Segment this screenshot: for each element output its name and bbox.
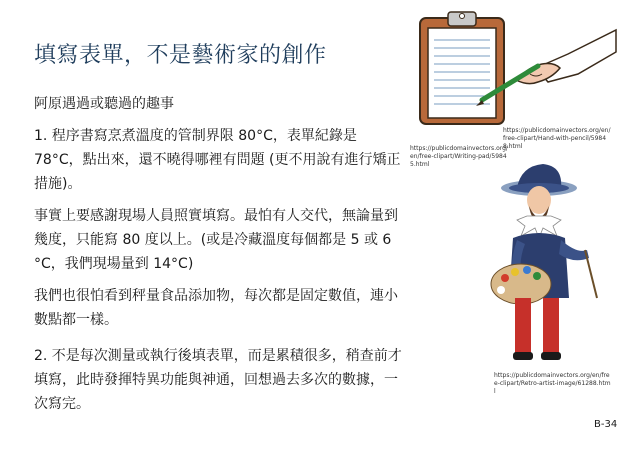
slide-title: 填寫表單，不是藝術家的創作 — [34, 43, 327, 68]
paragraph-3: 我們也很怕看到秤量食品添加物，每次都是固定數值，連小數點都一樣。 — [34, 288, 398, 328]
clipboard-icon — [420, 12, 504, 124]
image-credit-artist: https://publicdomainvectors.org/en/free-clipart/Retro-artist-image/61288.html — [494, 372, 611, 395]
slide-subtitle: 阿原遇過或聽過的趣事 — [34, 96, 174, 112]
page-number: B-34 — [594, 419, 618, 430]
paragraph-4: 2. 不是每次測量或執行後填表單，而是累積很多，稍查前才填寫，此時發揮特異功能與神通，回想過去多次的數據，一次寫完。 — [34, 348, 402, 412]
paragraph-2: 事實上要感謝現場人員照實填寫。最怕有人交代，無論量到幾度，只能寫 80 度以上。(或是冷藏溫度每個都是 5 或 6 °C，我們現場量到 14°C) — [34, 208, 398, 272]
image-credit-clipboard: https://publicdomainvectors.org/en/free-clipart/Writing-pad/59845.html — [410, 145, 508, 168]
paragraph-1: 1. 程序書寫烹煮溫度的管制界限 80°C，表單紀錄是 78°C，點出來，還不曉得哪裡有問題 (更不用說有進行矯正措施)。 — [34, 128, 401, 192]
image-credit-pencil: https://publicdomainvectors.org/en/free-clipart/Hand-with-pencil/59848.html — [503, 127, 611, 150]
clipboard-with-pencil-illustration — [418, 8, 618, 128]
retro-artist-illustration — [477, 158, 601, 368]
